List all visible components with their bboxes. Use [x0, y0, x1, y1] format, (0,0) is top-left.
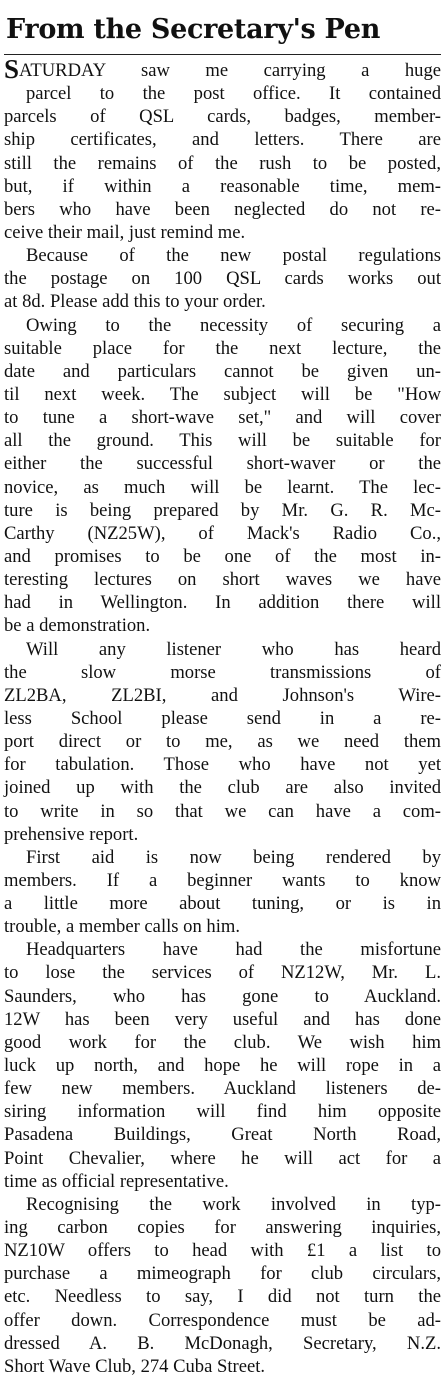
text-line: Saunders, who has gone to Auckland. [4, 985, 441, 1007]
text-line: trouble, a member calls on him. [4, 916, 240, 938]
paragraph [4, 314, 441, 638]
text-line: at 8d. Please add this to your order. [4, 291, 266, 313]
text-line: parcel to the post office. It contained [26, 83, 441, 105]
text-line: few new members. Auckland listeners de- [4, 1078, 441, 1100]
text-line: a little more about tuning, or is in [4, 893, 441, 915]
text-line: to write in so that we can have a com- [4, 800, 441, 822]
text-line: teresting lectures on short waves we have [4, 569, 441, 591]
text-line: novice, as much will be learnt. The lec- [4, 476, 441, 498]
text-line: the slow morse transmissions of [4, 661, 441, 683]
text-line: date and particulars cannot be given un- [4, 360, 441, 382]
paragraph [4, 846, 441, 939]
text-line: ship certificates, and letters. There are [4, 129, 441, 151]
text-line: for tabulation. Those who have not yet [4, 754, 441, 776]
paragraph [4, 938, 441, 1193]
text-line: port direct or to me, as we need them [4, 731, 441, 753]
text-line: til next week. The subject will be "How [4, 383, 441, 405]
headline: From the Secretary's Pen [4, 14, 441, 55]
text-line: bers who have been neglected do not re- [4, 198, 441, 220]
text-line: Pasadena Buildings, Great North Road, [4, 1124, 441, 1146]
text-line: ture is being prepared by Mr. G. R. Mc- [4, 499, 441, 521]
text-line: Recognising the work involved in typ- [26, 1193, 441, 1215]
text-line: but, if within a reasonable time, mem- [4, 175, 441, 197]
text-line: parcels of QSL cards, badges, member- [4, 106, 441, 128]
text-line: the postage on 100 QSL cards works out [4, 268, 441, 290]
text-line: dressed A. B. McDonagh, Secretary, N.Z. [4, 1332, 441, 1354]
paragraph [4, 638, 441, 846]
text-line: First aid is now being rendered by [26, 846, 441, 868]
text-line: good work for the club. We wish him [4, 1031, 441, 1053]
text-line: less School please send in a re- [4, 707, 441, 729]
text-line: to tune a short-wave set," and will cover [4, 407, 441, 429]
text-line: and promises to be one of the most in- [4, 545, 441, 567]
text-line: Short Wave Club, 274 Cuba Street. [4, 1355, 266, 1377]
text-line: offer down. Correspondence must be ad- [4, 1309, 441, 1331]
paragraph [4, 244, 441, 313]
text-line: SATURDAY saw me carrying a huge [4, 54, 441, 84]
text-line: Because of the new postal regulations [26, 245, 441, 267]
text-line: ing carbon copies for answering inquiries, [4, 1217, 441, 1239]
text-line: ceive their mail, just remind me. [4, 221, 246, 243]
text-line: Carthy (NZ25W), of Mack's Radio Co., [4, 522, 441, 544]
text-line: either the successful short-waver or the [4, 453, 441, 475]
text-line: to lose the services of NZ12W, Mr. L. [4, 962, 441, 984]
text-line: NZ10W offers to head with £1 a list to [4, 1240, 441, 1262]
newspaper-column [4, 0, 441, 1377]
text-line: had in Wellington. In addition there will [4, 592, 441, 614]
text-line: Owing to the necessity of securing a [26, 314, 441, 336]
text-line: still the remains of the rush to be posted, [4, 152, 441, 174]
article-body [4, 54, 441, 1378]
text-line: Will any listener who has heard [26, 638, 441, 660]
text-line: etc. Needless to say, I did not turn the [4, 1286, 441, 1308]
text-line: purchase a mimeograph for club circulars, [4, 1263, 441, 1285]
text-line: be a demonstration. [4, 615, 151, 637]
text-line: Headquarters have had the misfortune [26, 939, 441, 961]
text-line: members. If a beginner wants to know [4, 869, 441, 891]
text-line: suitable place for the next lecture, the [4, 337, 441, 359]
text-line: Point Chevalier, where he will act for a [4, 1147, 441, 1169]
paragraph [4, 54, 441, 244]
text-line: 12W has been very useful and has done [4, 1008, 441, 1030]
text-line: ZL2BA, ZL2BI, and Johnson's Wire- [4, 684, 441, 706]
paragraph [4, 1193, 441, 1378]
text-line: luck up north, and hope he will rope in a [4, 1055, 441, 1077]
text-line: prehensive report. [4, 823, 139, 845]
text-line: time as official representative. [4, 1170, 229, 1192]
text-line: joined up with the club are also invited [4, 777, 441, 799]
text-line: siring information will find him opposite [4, 1101, 441, 1123]
text-line: all the ground. This will be suitable for [4, 430, 441, 452]
